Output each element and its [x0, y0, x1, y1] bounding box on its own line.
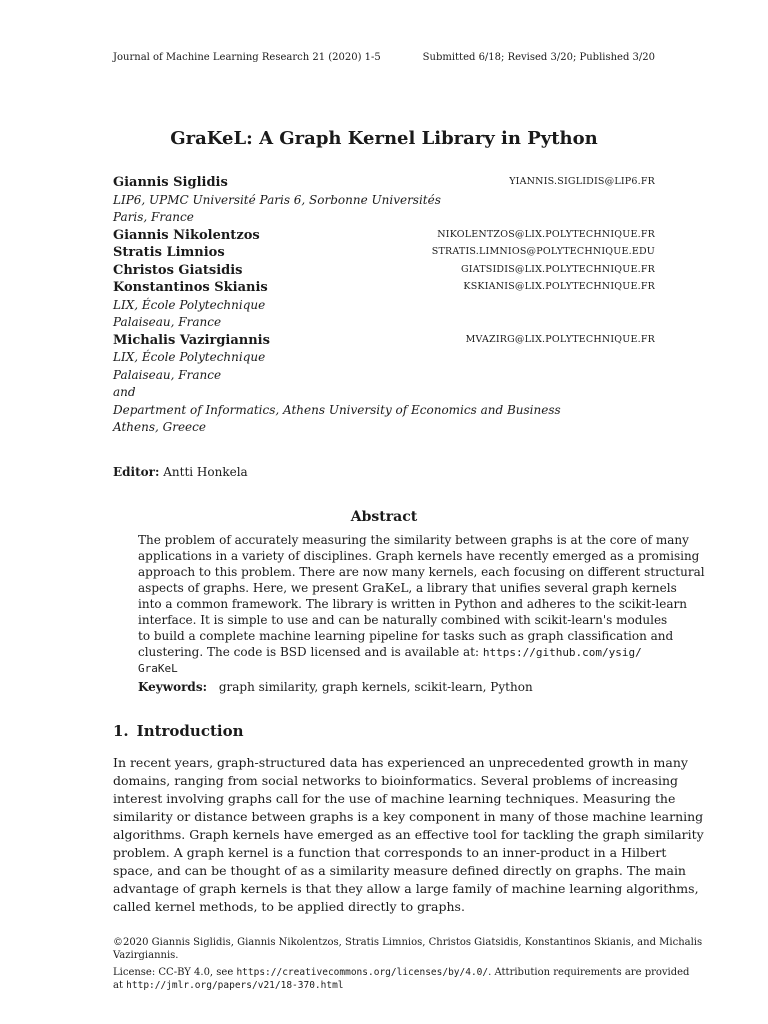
abstract-line: aspects of graphs. Here, we present GraKeL, a library that unifies several graph kernels	[138, 581, 677, 595]
paragraph-line: similarity or distance between graphs is a key component in many of those machine learning	[113, 809, 704, 824]
author-email[interactable]: YIANNIS.SIGLIDIS@LIP6.FR	[509, 176, 655, 187]
author-name: Stratis Limnios	[113, 245, 225, 260]
copyright-line: Vazirgiannis.	[113, 950, 179, 961]
keywords-text: graph similarity, graph kernels, scikit-learn, Python	[218, 680, 533, 694]
author-affiliation: Department of Informatics, Athens University of Economics and Business	[113, 402, 561, 417]
license-suffix: . Attribution requirements are provided	[488, 967, 690, 978]
journal-header: Journal of Machine Learning Research 21 (2020) 1-5	[113, 52, 381, 63]
abstract-body	[138, 533, 705, 677]
copyright-notice	[113, 937, 703, 963]
author-email[interactable]: NIKOLENTZOS@LIX.POLYTECHNIQUE.FR	[437, 228, 655, 240]
paragraph-line: interest involving graphs call for the use of machine learning techniques. Measuring the	[113, 791, 676, 806]
abstract-line: approach to this problem. There are now many kernels, each focusing on different structural	[138, 565, 705, 579]
author-block	[113, 175, 655, 438]
license-link[interactable]: https://creativecommons.org/licenses/by/4.0/	[236, 967, 489, 978]
paragraph-line: problem. A graph kernel is a function that corresponds to an inner-product in a Hilbert	[113, 845, 667, 860]
submission-dates: Submitted 6/18; Revised 3/20; Published 3/20	[422, 52, 655, 63]
author-email[interactable]: STRATIS.LIMNIOS@POLYTECHNIQUE.EDU	[431, 246, 655, 257]
paper-url-link[interactable]: http://jmlr.org/papers/v21/18-370.html	[126, 980, 344, 991]
paper-url-line	[113, 980, 655, 993]
author-name: Konstantinos Skianis	[113, 280, 268, 295]
author-affiliation: Palaiseau, France	[113, 315, 222, 329]
code-link[interactable]: https://github.com/ysig/	[482, 646, 642, 659]
section-heading	[113, 722, 244, 740]
author-affiliation: Athens, Greece	[113, 420, 206, 434]
abstract-line	[138, 661, 630, 677]
keywords-line	[138, 680, 533, 694]
author-name: Michalis Vazirgiannis	[113, 332, 270, 348]
author-email[interactable]: GIATSIDIS@LIX.POLYTECHNIQUE.FR	[460, 263, 655, 275]
paragraph-line: algorithms. Graph kernels have emerged as an effective tool for tackling the graph similarity	[113, 827, 704, 842]
abstract-line	[138, 645, 642, 661]
introduction-body	[113, 755, 704, 917]
author-row	[113, 333, 655, 351]
abstract-line: The problem of accurately measuring the similarity between graphs is at the core of many	[138, 533, 689, 547]
editor-name: Antti Honkela	[163, 465, 248, 479]
license-prefix: License: CC-BY 4.0, see	[113, 967, 234, 978]
abstract-line: into a common framework. The library is written in Python and adheres to the scikit-learn	[138, 597, 687, 611]
copyright-line: ©2020 Giannis Siglidis, Giannis Nikolentzos, Stratis Limnios, Christos Giatsidis, Konstantinos Skianis, and Michalis	[113, 937, 703, 948]
author-affiliation: LIX, École Polytechnique	[113, 297, 266, 312]
author-affiliation: Paris, France	[113, 210, 194, 224]
section-number: 1.	[113, 722, 129, 740]
author-row	[113, 280, 655, 298]
keywords-label: Keywords:	[138, 680, 208, 694]
author-row	[113, 228, 655, 246]
editor-line	[113, 465, 248, 479]
license-notice	[113, 967, 690, 993]
author-name: Christos Giatsidis	[113, 262, 243, 278]
abstract-line: to build a complete machine learning pipeline for tasks such as graph classification and	[138, 629, 674, 643]
abstract-heading: Abstract	[350, 509, 418, 525]
section-title: Introduction	[136, 722, 244, 740]
author-email[interactable]: MVAZIRG@LIX.POLYTECHNIQUE.FR	[465, 333, 655, 345]
abstract-text: clustering. The code is BSD licensed and is available at:	[138, 645, 480, 659]
author-row	[113, 175, 655, 193]
license-line	[113, 967, 690, 980]
paragraph-line: advantage of graph kernels is that they allow a large family of machine learning algorithms,	[113, 881, 699, 896]
author-affiliation: LIX, École Polytechnique	[113, 350, 266, 364]
at-prefix: at	[113, 980, 123, 991]
paragraph-line: called kernel methods, to be applied directly to graphs.	[113, 899, 465, 914]
author-affiliation: and	[113, 385, 136, 399]
author-affiliation: LIP6, UPMC Université Paris 6, Sorbonne Universités	[113, 192, 441, 207]
paragraph-line: In recent years, graph-structured data has experienced an unprecedented growth in many	[113, 755, 688, 770]
author-affiliation: Palaiseau, France	[113, 367, 222, 382]
author-row	[113, 263, 655, 281]
author-name: Giannis Nikolentzos	[113, 227, 260, 243]
paper-title: GraKeL: A Graph Kernel Library in Python	[170, 128, 598, 149]
editor-label: Editor:	[113, 465, 160, 479]
abstract-line: interface. It is simple to use and can be naturally combined with scikit-learn's modules	[138, 613, 668, 627]
abstract-line: applications in a variety of disciplines. Graph kernels have recently emerged as a promising	[138, 549, 700, 563]
paragraph-line: domains, ranging from social networks to bioinformatics. Several problems of increasing	[113, 773, 679, 788]
author-name: Giannis Siglidis	[113, 175, 228, 190]
code-link-continued[interactable]: GraKeL	[138, 662, 178, 675]
author-email[interactable]: KSKIANIS@LIX.POLYTECHNIQUE.FR	[463, 281, 655, 292]
author-row	[113, 245, 655, 263]
paragraph-line: space, and can be thought of as a similarity measure defined directly on graphs. The main	[113, 863, 686, 878]
